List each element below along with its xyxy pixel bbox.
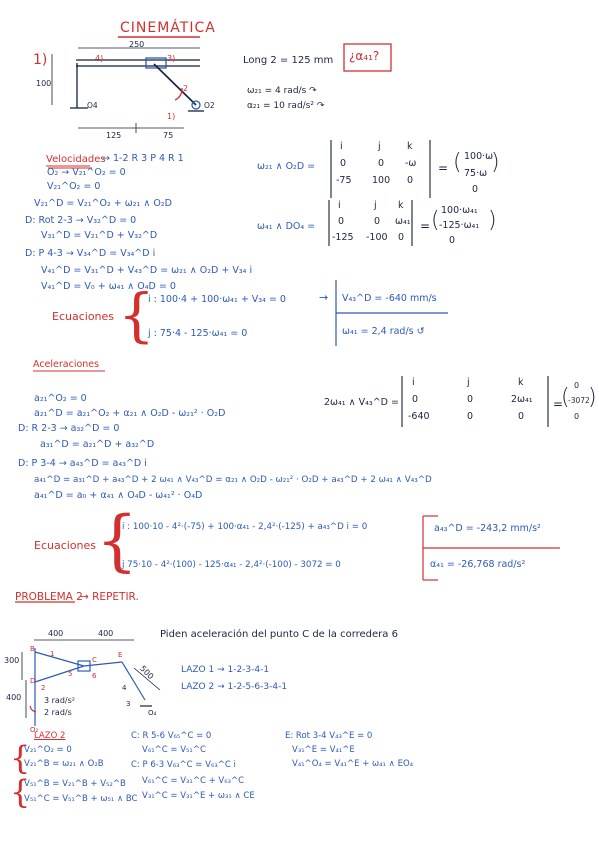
cor-res-3: 0 bbox=[574, 412, 580, 421]
p2-statement: Piden aceleración del punto C de la corredera 6 bbox=[160, 629, 398, 640]
acc-line-3: D: R 2-3 → a₃₂^D = 0 bbox=[18, 423, 120, 434]
acc-eq-j: j 75·10 - 4²·(100) - 125·α₄₁ - 2,4²·(-100) - 3072 = 0 bbox=[122, 560, 341, 570]
vel-result-w: ω₄₁ = 2,4 rad/s ↺ bbox=[342, 326, 425, 337]
col3-line-2: V₃₁^E = V₄₁^E bbox=[292, 745, 355, 755]
cor-r2c2: 0 bbox=[467, 394, 474, 405]
cross1-res-1: 100·ω bbox=[464, 151, 494, 162]
cross1-r1c1: i bbox=[340, 141, 343, 152]
cross2-r2c1: 0 bbox=[338, 216, 345, 227]
cross2-r3c2: -100 bbox=[366, 232, 388, 243]
acc-eq-brace: { bbox=[96, 502, 138, 579]
cross2-r2c2: 0 bbox=[374, 216, 381, 227]
acc-result-alpha: α₄₁ = -26,768 rad/s² bbox=[430, 559, 526, 570]
fig2-n1: 1 bbox=[50, 650, 55, 658]
cor-paren-l: ( bbox=[561, 385, 570, 410]
label-1: 1) bbox=[167, 112, 176, 121]
fig2-pt-o2: O₂ bbox=[30, 726, 39, 734]
cor-res-2: -3072 bbox=[568, 396, 590, 405]
cross1-r3c1: -75 bbox=[336, 175, 352, 186]
acc-line-4: a₃₁^D = a₂₁^D + a₃₂^D bbox=[40, 439, 155, 450]
fig2-h2: 400 bbox=[6, 693, 22, 702]
acc-eq-label: Ecuaciones bbox=[34, 539, 97, 552]
given-omega: ω₂₁ = 4 rad/s ↷ bbox=[247, 86, 317, 96]
cross1-res-3: 0 bbox=[472, 184, 479, 195]
cross1-label: ω₂₁ ∧ O₂D = bbox=[257, 161, 316, 172]
fig2-h1: 300 bbox=[4, 656, 20, 665]
cor-res-1: 0 bbox=[574, 381, 580, 390]
vel-line-2: V₂₁^O₂ = 0 bbox=[47, 181, 101, 192]
vel-eq-j: j : 75·4 - 125·ω₄₁ = 0 bbox=[148, 328, 248, 339]
cross2-paren-l: ( bbox=[431, 208, 440, 233]
col2-line-1: C: R 5-6 V₆₅^C = 0 bbox=[131, 731, 212, 741]
dim-right: 75 bbox=[163, 131, 174, 140]
acc-line-2: a₂₁^D = a₂₁^O₂ + α₂₁ ∧ O₂D - ω₂₁² · O₂D bbox=[34, 408, 226, 419]
p2-heading: PROBLEMA 2 bbox=[15, 591, 83, 603]
cross2-r3c3: 0 bbox=[398, 232, 405, 243]
mechanism-figure-1 bbox=[52, 48, 204, 133]
col2-line-3: C: P 6-3 V₆₃^C = V₆₃^C i bbox=[131, 760, 236, 770]
cross2-r1c2: j bbox=[374, 200, 377, 211]
acc-line-6: a₄₁^D = a₃₁^D + a₄₃^D + 2 ω₄₁ ∧ V₄₃^D = α₂₁ ∧ O₂D - ω₂₁² · O₂D + a₄₃^D + 2 ω₄₁ ∧ V₄₃^D bbox=[34, 475, 432, 485]
col2-line-4: V₆₁^C = V₃₁^C + V₆₃^C bbox=[142, 776, 245, 786]
vel-line-7: V₄₁^D = V₃₁^D + V₄₃^D = ω₂₁ ∧ O₂D + V₃₄ i bbox=[41, 265, 253, 276]
given-length: Long 2 = 125 mm bbox=[243, 55, 334, 66]
cross2-res-1: 100·ω₄₁ bbox=[441, 205, 478, 216]
p2-lazo1: LAZO 1 → 1-2-3-4-1 bbox=[181, 665, 270, 675]
fig2-d2: 400 bbox=[98, 629, 114, 638]
fig2-pt-e: E bbox=[118, 651, 123, 659]
cross2-res-2: -125·ω₄₁ bbox=[439, 220, 480, 231]
cor-r3c2: 0 bbox=[467, 411, 474, 422]
vel-eq-brace: { bbox=[118, 281, 155, 349]
cross1-r3c3: 0 bbox=[407, 175, 414, 186]
cross2-r3c1: -125 bbox=[332, 232, 354, 243]
cor-paren-r: ) bbox=[588, 385, 597, 410]
vel-line-1: O₂ → V₂₁^O₂ = 0 bbox=[47, 167, 126, 178]
col3-line-3: V₄₁^O₄ = V₄₁^E + ω₄₁ ∧ EO₄ bbox=[292, 759, 414, 769]
dim-height: 100 bbox=[36, 79, 52, 88]
fig2-len: 500 bbox=[138, 663, 156, 682]
vel-line-6: D: P 4-3 → V₃₄^D = V₃₄^D i bbox=[25, 248, 156, 259]
vel-line-8: V₄₁^D = V₀ + ω₄₁ ∧ O₄D = 0 bbox=[41, 281, 176, 292]
col1-line-2: V₂₁^B = ω₂₁ ∧ O₂B bbox=[24, 759, 104, 769]
acc-line-1: a₂₁^O₂ = 0 bbox=[34, 393, 87, 404]
label-o4: O4 bbox=[87, 101, 98, 110]
problem-number: 1) bbox=[33, 52, 48, 68]
cross1-paren-r: ) bbox=[491, 150, 500, 175]
vel-line-5: V₃₁^D = V₂₁^D + V₃₂^D bbox=[41, 230, 158, 241]
label-4: 4) bbox=[95, 54, 104, 63]
vel-heading: Velocidades bbox=[46, 154, 106, 165]
cross2-label: ω₄₁ ∧ DO₄ = bbox=[257, 221, 316, 232]
fig2-n4: 4 bbox=[122, 684, 127, 692]
acc-result-a: a₄₃^D = -243,2 mm/s² bbox=[434, 523, 541, 534]
col2-line-2: V₆₁^C = V₅₁^C bbox=[142, 745, 206, 755]
dim-left: 125 bbox=[106, 131, 122, 140]
fig2-d1: 400 bbox=[48, 629, 64, 638]
cross1-res-2: 75·ω bbox=[464, 168, 488, 179]
mechanism-figure-2 bbox=[22, 640, 160, 726]
vel-line-4: D: Rot 2-3 → V₃₂^D = 0 bbox=[25, 215, 137, 226]
coriolis-label: 2ω₄₁ ∧ V₄₃^D = bbox=[324, 397, 399, 408]
vel-eq-label: Ecuaciones bbox=[52, 310, 115, 323]
fig2-pt-b: B bbox=[30, 645, 35, 653]
cross1-r3c2: 100 bbox=[372, 175, 391, 186]
cross1-r1c3: k bbox=[407, 141, 413, 152]
cor-equals: = bbox=[553, 397, 564, 411]
cross2-res-3: 0 bbox=[449, 235, 456, 246]
cross2-paren-r: ) bbox=[488, 208, 497, 233]
cor-r3c1: -640 bbox=[408, 411, 430, 422]
cross2-r1c3: k bbox=[398, 200, 404, 211]
cor-r1c3: k bbox=[518, 377, 524, 388]
vel-result-v: V₄₃^D = -640 mm/s bbox=[342, 293, 437, 304]
cross1-r2c2: 0 bbox=[378, 158, 385, 169]
col1-brace-2: { bbox=[10, 773, 31, 811]
fig2-omega: 2 rad/s bbox=[44, 708, 72, 717]
dim-top: 250 bbox=[129, 40, 145, 49]
cross1-r2c1: 0 bbox=[340, 158, 347, 169]
cor-r2c3: 2ω₄₁ bbox=[511, 394, 533, 405]
fig2-alpha: 3 rad/s² bbox=[44, 696, 75, 705]
page-title: CINEMÁTICA bbox=[120, 20, 216, 36]
col2-line-5: V₃₁^C = V₃₁^E + ω₃₁ ∧ CE bbox=[142, 791, 255, 801]
cross2-r1c1: i bbox=[338, 200, 341, 211]
col1-head: LAZO 2 bbox=[34, 731, 66, 741]
vel-line-3: V₂₁^D = V₂₁^O₂ + ω₂₁ ∧ O₂D bbox=[34, 198, 172, 209]
cross2-equals: = bbox=[420, 219, 431, 233]
vel-arrow: → bbox=[319, 291, 329, 304]
determinant-bars bbox=[329, 140, 548, 427]
cor-r3c3: 0 bbox=[518, 411, 525, 422]
vel-eq-i: i : 100·4 + 100·ω₄₁ + V₃₄ = 0 bbox=[148, 294, 286, 305]
col1-line-3: V₅₁^B = V₂₁^B + V₅₂^B bbox=[24, 779, 126, 789]
col1-brace-1: { bbox=[10, 739, 31, 777]
fig2-n5: 5 bbox=[68, 670, 73, 678]
cross2-r2c3: ω₄₁ bbox=[395, 216, 411, 227]
given-alpha: α₂₁ = 10 rad/s² ↷ bbox=[247, 101, 325, 111]
fig2-pt-o4: O₄ bbox=[148, 709, 157, 717]
acc-line-5: D: P 3-4 → a₄₃^D = a₄₃^D i bbox=[18, 458, 147, 469]
label-2: 2 bbox=[183, 84, 189, 93]
p2-lazo2: LAZO 2 → 1-2-5-6-3-4-1 bbox=[181, 682, 288, 692]
cross1-r2c3: -ω bbox=[405, 158, 417, 169]
acc-eq-i: i : 100·10 - 4²·(-75) + 100·α₄₁ - 2,4²·(-125) + a₄₃^D i = 0 bbox=[122, 522, 368, 532]
fig2-pt-d: D bbox=[30, 677, 36, 685]
col1-line-4: V₅₁^C = V₅₁^B + ω₅₁ ∧ BC bbox=[24, 794, 138, 804]
fig2-n2: 2 bbox=[41, 684, 46, 692]
vel-chain: → 1-2 R 3 P 4 R 1 bbox=[102, 153, 184, 164]
acc-line-7: a₄₁^D = a₀ + α₄₁ ∧ O₄D - ω₄₁² · O₄D bbox=[34, 490, 203, 501]
cross1-r1c2: j bbox=[378, 141, 381, 152]
question-text: ¿α₄₁? bbox=[349, 49, 380, 63]
cor-r2c1: 0 bbox=[412, 394, 419, 405]
cor-r1c1: i bbox=[412, 377, 415, 388]
label-3: 3) bbox=[167, 54, 176, 63]
label-o2: O2 bbox=[204, 101, 215, 110]
cor-r1c2: j bbox=[467, 377, 470, 388]
col1-line-1: V₂₁^O₂ = 0 bbox=[24, 745, 72, 755]
col3-line-1: E: Rot 3-4 V₄₃^E = 0 bbox=[285, 731, 373, 741]
p2-action: → REPETIR. bbox=[80, 591, 139, 603]
fig2-pt-c: C bbox=[92, 656, 97, 664]
acc-heading: Aceleraciones bbox=[33, 359, 100, 370]
cross1-paren-l: ( bbox=[453, 150, 462, 175]
fig2-n6: 6 bbox=[92, 672, 97, 680]
cross1-equals: = bbox=[438, 161, 449, 175]
fig2-n3: 3 bbox=[126, 700, 131, 708]
